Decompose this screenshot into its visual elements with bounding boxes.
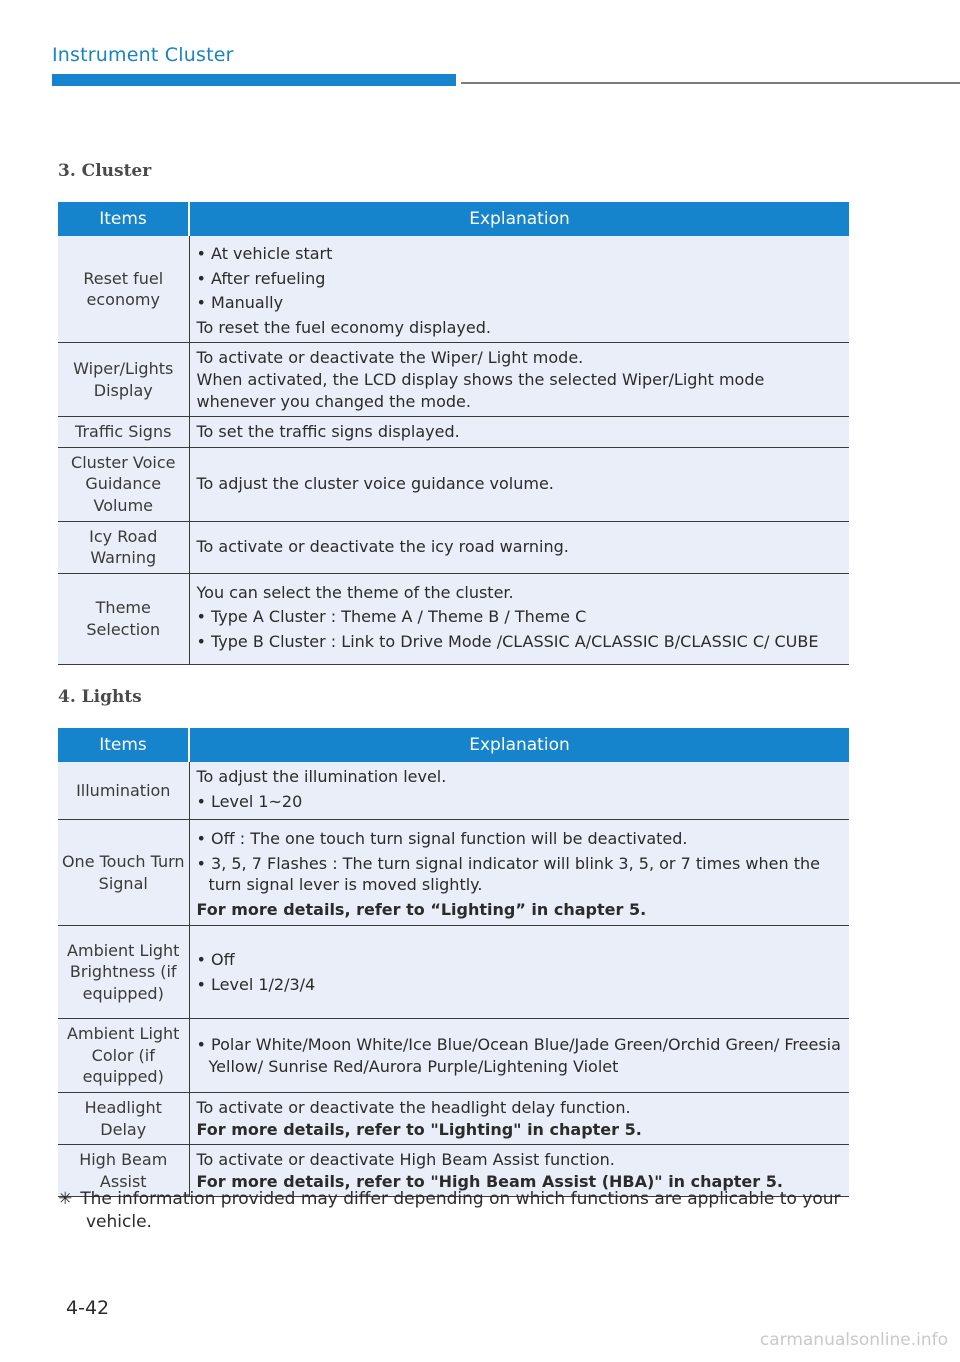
table-row (58, 236, 849, 343)
item-cell: Ambient Light Brightness (if equipped) (58, 926, 189, 1019)
table-row (58, 926, 849, 1019)
explanation-text: To activate or deactivate the Wiper/ Light mode. (196, 348, 584, 368)
explanation-text: For more details, refer to "Lighting" in chapter 5. (196, 1119, 642, 1139)
bullet-item: • Type B Cluster : Link to Drive Mode /CLASSIC A/CLASSIC B/CLASSIC C/ CUBE (196, 632, 819, 652)
explanation-text: To adjust the illumination level. (196, 767, 447, 786)
footnote (58, 1188, 876, 1234)
explanation-text: To activate or deactivate the headlight delay function. (196, 1097, 631, 1117)
explanation-cell (189, 820, 849, 926)
explanation-cell (189, 1092, 849, 1144)
header-title: Instrument Cluster (52, 44, 234, 66)
item-cell: Wiper/Lights Display (58, 343, 189, 417)
item-cell: Ambient Light Color (if equipped) (58, 1019, 189, 1093)
header-accent-bar (52, 74, 456, 86)
explanation-cell (189, 1019, 849, 1093)
explanation-cell (189, 762, 849, 820)
item-cell: Headlight Delay (58, 1092, 189, 1144)
table-row (58, 820, 849, 926)
bullet-item: • Polar White/Moon White/Ice Blue/Ocean Blue/Jade Green/Orchid Green/ Freesia Yellow/ Sunrise Red/Aurora Purple/Lightening Violet (196, 1034, 841, 1076)
footnote-text: The information provided may differ depending on which functions are applicable to your vehicle. (80, 1189, 841, 1232)
bullet-item: • Level 1/2/3/4 (196, 974, 316, 994)
explanation-text: To set the traffic signs displayed. (196, 422, 460, 442)
explanation-cell (189, 926, 849, 1019)
bullet-item: • Manually (196, 293, 284, 313)
bullet-item: • Type A Cluster : Theme A / Theme B / Theme C (196, 607, 587, 627)
table-row (58, 1019, 849, 1093)
explanation-cell (189, 521, 849, 573)
item-cell: Icy Road Warning (58, 521, 189, 573)
table-row (58, 573, 849, 664)
table-row (58, 1092, 849, 1144)
asterisk-icon: ✳ (58, 1189, 73, 1209)
item-cell: Reset fuel economy (58, 236, 189, 343)
column-header-explanation: Explanation (189, 728, 849, 762)
item-cell: One Touch Turn Signal (58, 820, 189, 926)
explanation-text: You can select the theme of the cluster. (196, 582, 514, 602)
column-header-items: Items (58, 728, 189, 762)
bullet-item: • Level 1~20 (196, 791, 303, 811)
item-cell: Cluster Voice Guidance Volume (58, 447, 189, 521)
column-header-explanation: Explanation (189, 202, 849, 236)
explanation-text: To adjust the cluster voice guidance volume. (196, 474, 554, 494)
item-cell: Illumination (58, 762, 189, 820)
header-rule (461, 82, 960, 84)
cluster-table (58, 202, 849, 665)
table-header-row (58, 728, 849, 762)
explanation-cell (189, 573, 849, 664)
section-title-cluster: 3. Cluster (58, 161, 152, 181)
explanation-cell (189, 417, 849, 448)
bullet-item: • At vehicle start (196, 244, 333, 263)
table-row (58, 417, 849, 448)
explanation-cell (189, 343, 849, 417)
column-header-items: Items (58, 202, 189, 236)
table-row (58, 762, 849, 820)
page-number: 4-42 (66, 1297, 110, 1319)
table-row (58, 447, 849, 521)
explanation-text: To activate or deactivate High Beam Assist function. (196, 1150, 615, 1170)
bullet-item: • Off (196, 950, 235, 970)
explanation-cell (189, 236, 849, 343)
explanation-text: For more details, refer to "High Beam Assist (HBA)" in chapter 5. (196, 1171, 783, 1191)
table-header-row (58, 202, 849, 236)
lights-table (58, 728, 849, 1197)
bullet-item: • 3, 5, 7 Flashes : The turn signal indicator will blink 3, 5, or 7 times when the turn signal lever is moved slightly. (196, 853, 820, 895)
table-row (58, 521, 849, 573)
bullet-item: • After refueling (196, 268, 326, 288)
explanation-text: For more details, refer to “Lighting” in chapter 5. (196, 899, 647, 919)
explanation-text: To activate or deactivate the icy road warning. (196, 537, 569, 557)
watermark: carmanualsonline.info (759, 1330, 948, 1350)
item-cell: High Beam Assist (58, 1145, 189, 1197)
explanation-cell (189, 447, 849, 521)
section-title-lights: 4. Lights (58, 687, 142, 707)
table-row (58, 343, 849, 417)
item-cell: Theme Selection (58, 573, 189, 664)
item-cell: Traffic Signs (58, 417, 189, 448)
explanation-text: To reset the fuel economy displayed. (196, 317, 491, 337)
explanation-text: When activated, the LCD display shows the selected Wiper/Light mode whenever you changed the mode. (196, 369, 765, 411)
bullet-item: • Off : The one touch turn signal function will be deactivated. (196, 829, 688, 848)
